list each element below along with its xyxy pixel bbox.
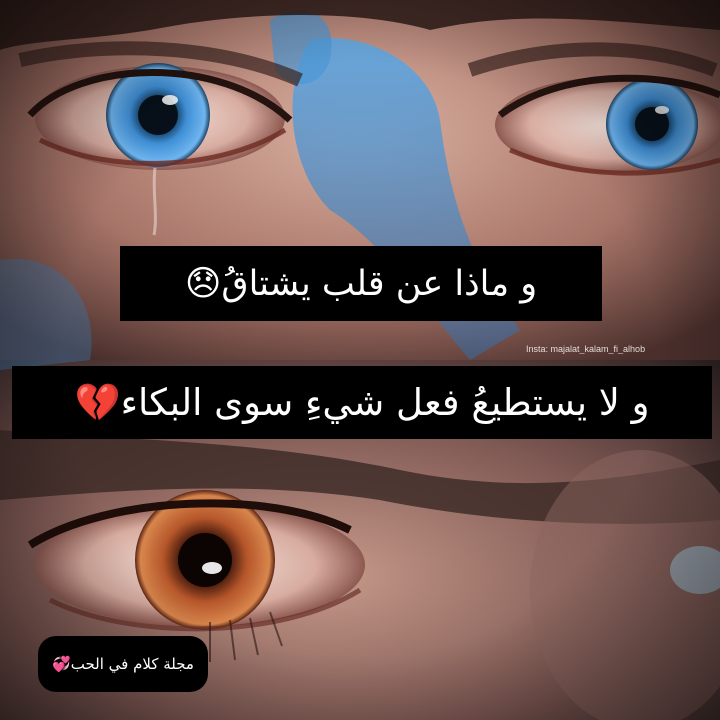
brand-badge: مجلة كلام في الحب💞 (38, 636, 208, 692)
caption-bottom: و لا يستطيعُ فعل شيءِ سوى البكاء💔 (12, 366, 712, 439)
instagram-watermark: Insta: majalat_kalam_fi_alhob (526, 344, 646, 354)
caption-top: و ماذا عن قلب يشتاقُ😞 (120, 246, 602, 321)
